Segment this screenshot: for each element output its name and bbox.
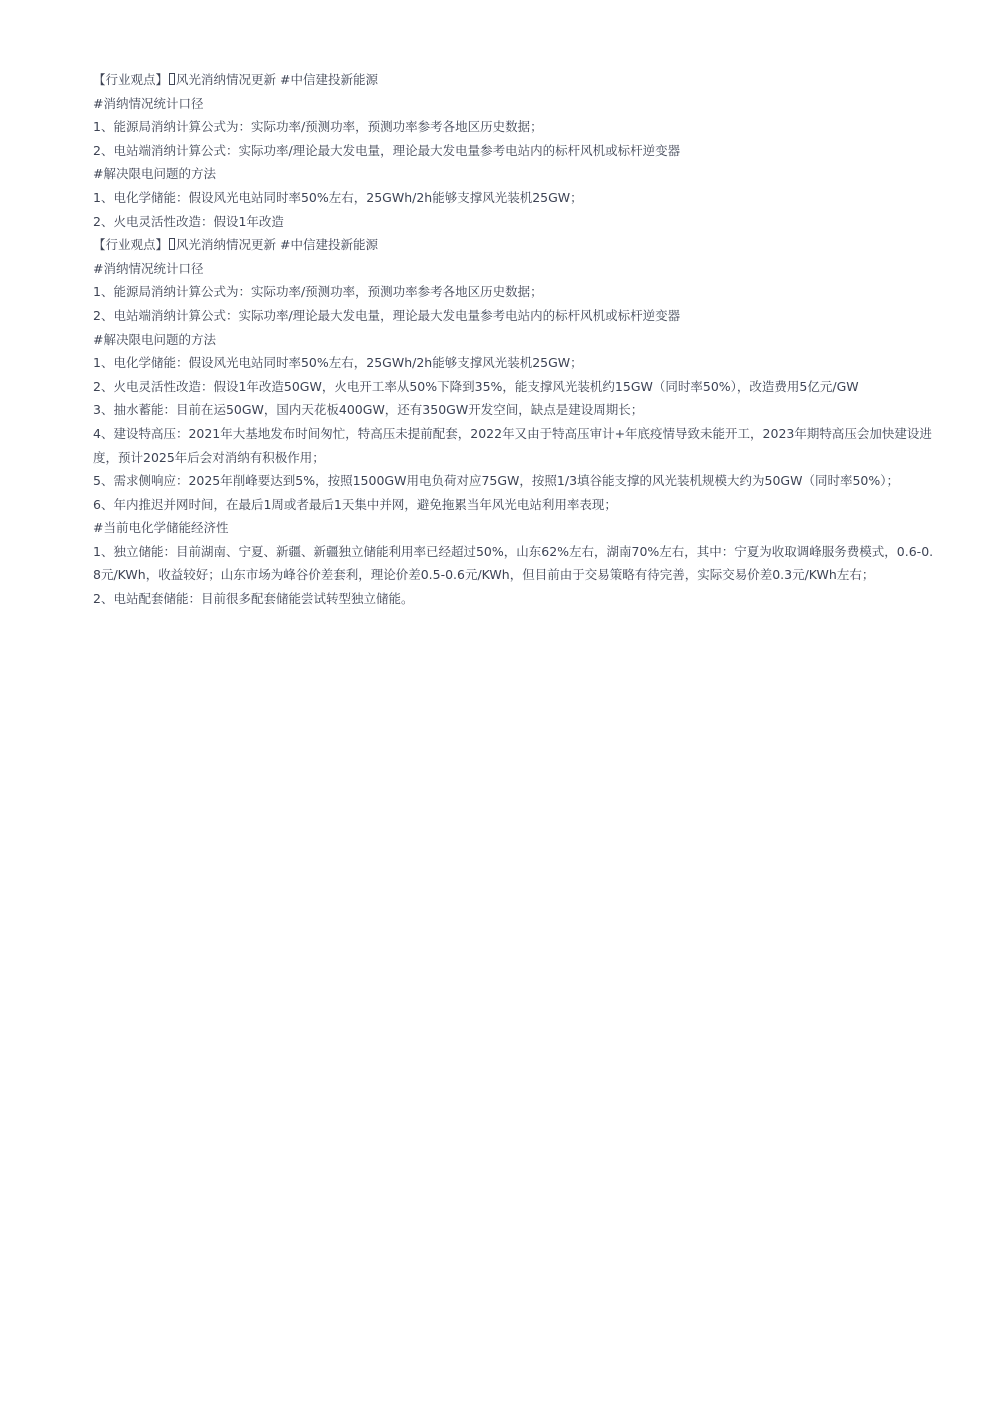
missing-glyph-icon (169, 73, 175, 85)
missing-glyph-icon (169, 238, 175, 250)
section1-methods-item: 2、火电灵活性改造：假设1年改造 (93, 213, 284, 229)
section2-methods-item: 6、年内推迟并网时间，在最后1周或者最后1天集中并网，避免拖累当年风光电站利用率表现； (93, 496, 617, 512)
section2-methods-item: 3、抽水蓄能：目前在运50GW，国内天花板400GW，还有350GW开发空间，缺点是建设周期长； (93, 402, 644, 418)
section1-stats-item: 1、能源局消纳计算公式为：实际功率/预测功率，预测功率参考各地区历史数据； (93, 119, 543, 135)
section2-methods-item: 1、电化学储能：假设风光电站同时率50%左右，25GWh/2h能够支撑风光装机25GW； (93, 355, 583, 371)
title-suffix: 风光消纳情况更新 #中信建投新能源 (176, 237, 378, 253)
section2-heading-methods: #解决限电问题的方法 (93, 331, 216, 347)
section2-title (93, 233, 939, 257)
section2-methods-item: 5、需求侧响应：2025年削峰要达到5%，按照1500GW用电负荷对应75GW，按照1/3填谷能支撑的风光装机规模大约为50GW（同时率50%）； (93, 473, 900, 489)
section2-storage-item: 2、电站配套储能：目前很多配套储能尝试转型独立储能。 (93, 591, 414, 607)
section2-storage-item: 1、独立储能：目前湖南、宁夏、新疆、新疆独立储能利用率已经超过50%，山东62%左右，湖南70%左右，其中：宁夏为收取调峰服务费模式，0.6-0.8元/KWh，收益较好；山东市场为峰谷价差套利，理论价差0.5-0.6元/KWh，但目前由于交易策略有待完善，实际交易价差0.3元/KWh左右； (93, 543, 934, 583)
document-body (93, 68, 939, 611)
section1-methods-item: 1、电化学储能：假设风光电站同时率50%左右，25GWh/2h能够支撑风光装机25GW； (93, 189, 583, 205)
title-suffix: 风光消纳情况更新 #中信建投新能源 (176, 72, 378, 87)
section2-stats-item: 1、能源局消纳计算公式为：实际功率/预测功率，预测功率参考各地区历史数据； (93, 284, 543, 300)
section1-stats-item: 2、电站端消纳计算公式：实际功率/理论最大发电量，理论最大发电量参考电站内的标杆风机或标杆逆变器 (93, 142, 681, 158)
section1-heading-stats: #消纳情况统计口径 (93, 95, 204, 111)
section1-heading-methods: #解决限电问题的方法 (93, 166, 216, 182)
section2-methods-item: 4、建设特高压：2021年大基地发布时间匆忙，特高压未提前配套，2022年又由于特高压审计+年底疫情导致未能开工，2023年期特高压会加快建设进度，预计2025年后会对消纳有积极作用； (93, 425, 932, 465)
title-prefix: 【行业观点】 (93, 237, 169, 253)
section1-title (93, 68, 939, 92)
section2-heading-stats: #消纳情况统计口径 (93, 260, 204, 276)
section2-stats-item: 2、电站端消纳计算公式：实际功率/理论最大发电量，理论最大发电量参考电站内的标杆风机或标杆逆变器 (93, 307, 681, 323)
section2-methods-item: 2、火电灵活性改造：假设1年改造50GW，火电开工率从50%下降到35%，能支撑风光装机约15GW（同时率50%），改造费用5亿元/GW (93, 378, 859, 394)
section2-heading-storage: #当前电化学储能经济性 (93, 520, 229, 536)
title-prefix: 【行业观点】 (93, 72, 169, 87)
